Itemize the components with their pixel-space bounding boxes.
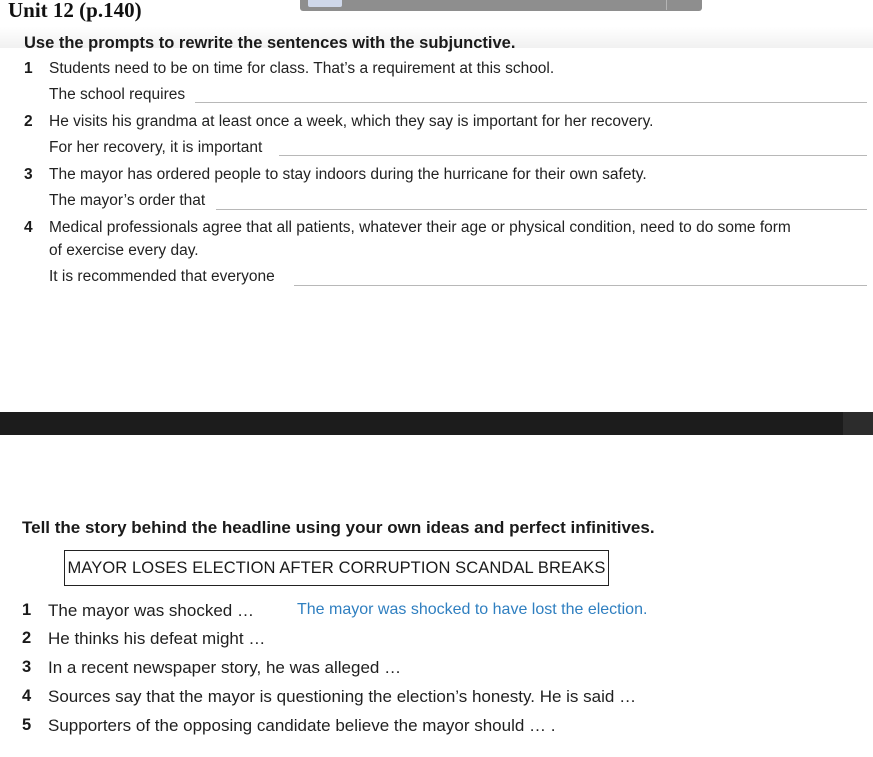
story-prompt: Supporters of the opposing candidate believe the mayor should … .: [48, 716, 556, 735]
headline-text: MAYOR LOSES ELECTION AFTER CORRUPTION SCANDAL BREAKS: [67, 558, 606, 577]
viewer-toolbar[interactable]: [300, 0, 702, 11]
answer-line[interactable]: [294, 285, 867, 286]
item-number: 1: [22, 601, 32, 619]
page-divider-band: [0, 412, 873, 435]
headline-box: [64, 550, 609, 586]
item-number: 5: [22, 716, 32, 734]
answer-line[interactable]: [279, 155, 867, 156]
answer-line[interactable]: [216, 209, 867, 210]
item-number: 1: [24, 60, 33, 77]
item-prompt: The school requires: [49, 86, 186, 103]
exercise2-instruction: Tell the story behind the headline using your own ideas and perfect infinitives.: [22, 518, 655, 537]
toolbar-divider: [666, 0, 667, 10]
item-number: 2: [24, 113, 33, 130]
item-number: 2: [22, 629, 32, 647]
answer-line[interactable]: [195, 102, 867, 103]
item-sentence-continued: of exercise every day.: [49, 242, 199, 259]
unit-title: Unit 12 (p.140): [8, 0, 142, 22]
toolbar-button[interactable]: [308, 0, 342, 7]
item-sentence: The mayor has ordered people to stay indoors during the hurricane for their own safety.: [49, 166, 647, 183]
story-prompt: In a recent newspaper story, he was alleged …: [48, 658, 402, 677]
item-prompt: The mayor’s order that: [49, 192, 206, 209]
item-sentence: He visits his grandma at least once a week, which they say is important for her recovery.: [49, 113, 654, 130]
item-prompt: It is recommended that everyone: [49, 268, 275, 285]
item-number: 4: [24, 219, 33, 236]
story-prompt: Sources say that the mayor is questioning the election’s honesty. He is said …: [48, 687, 637, 706]
sample-answer: The mayor was shocked to have lost the election.: [297, 601, 648, 618]
story-prompt: The mayor was shocked …: [48, 601, 254, 620]
item-sentence: Students need to be on time for class. That’s a requirement at this school.: [49, 60, 555, 77]
exercise1-instruction: Use the prompts to rewrite the sentences with the subjunctive.: [24, 34, 516, 52]
story-prompt: He thinks his defeat might …: [48, 629, 266, 648]
item-sentence: Medical professionals agree that all patients, whatever their age or physical condition, need to do some form: [49, 219, 791, 236]
item-prompt: For her recovery, it is important: [49, 139, 263, 156]
item-number: 3: [22, 658, 32, 676]
band-end-block: [843, 412, 873, 435]
item-number: 3: [24, 166, 33, 183]
item-number: 4: [22, 687, 32, 705]
